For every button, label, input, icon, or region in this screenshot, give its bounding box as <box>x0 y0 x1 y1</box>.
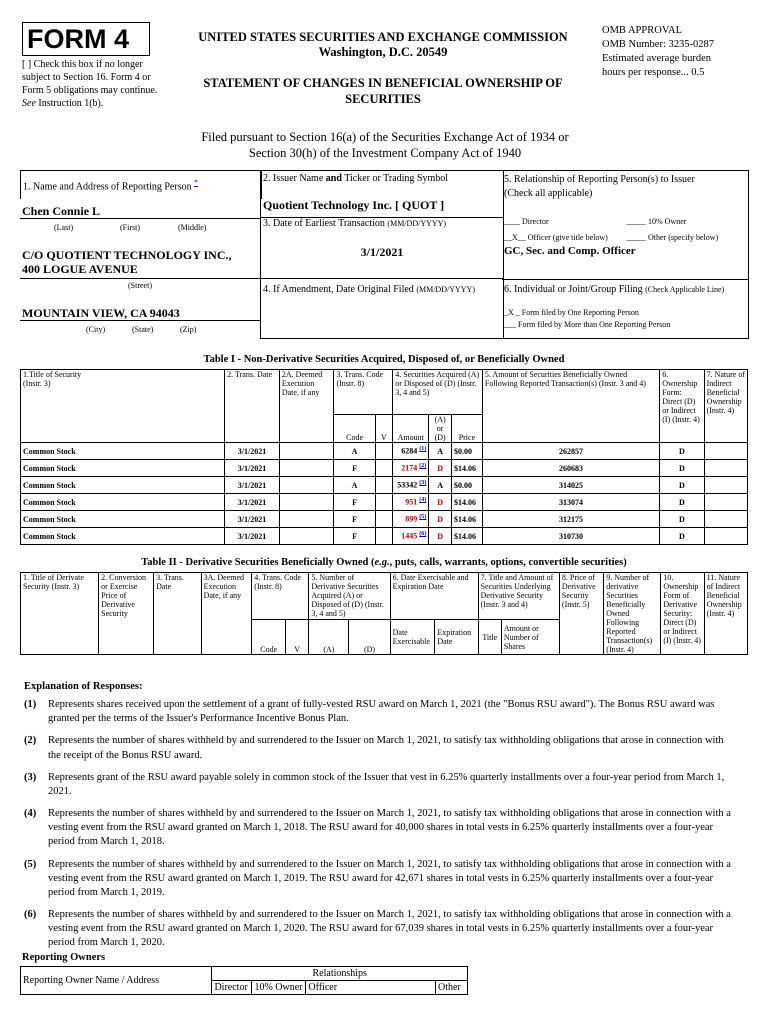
issuer-name: Quotient Technology Inc. [ QUOT ] <box>263 198 445 212</box>
t1-form <box>660 494 704 511</box>
t1-code <box>334 528 375 545</box>
t1-nature <box>704 477 747 494</box>
t1-h-title: 1.Title of Security (Instr. 3) <box>21 370 225 443</box>
table-row <box>21 511 748 528</box>
box6: 6. Individual or Joint/Group Filing (Check Applicable Line) _X _ Form filed by One Reporting Person ___ Form filed by More than One Reporting Person <box>502 278 749 339</box>
omb-number: OMB Number: 3235-0287 <box>602 39 714 50</box>
t1-amount-text: 899 <box>405 514 418 524</box>
footnote-link[interactable]: (4) <box>419 497 427 504</box>
t1-title-text: Common Stock <box>23 531 76 541</box>
city-labels: (City) (State) (Zip) <box>20 320 260 325</box>
t1-title <box>21 443 225 460</box>
t1-ad <box>429 511 452 528</box>
t1-h-acquired: 4. Securities Acquired (A) or Disposed of (D) (Instr. 3, 4 and 5) <box>393 370 483 415</box>
t1-date <box>225 443 280 460</box>
t2-expiration: Expiration Date <box>435 620 478 655</box>
t1-nature <box>704 460 747 477</box>
t1-title-text: Common Stock <box>23 514 76 524</box>
t1-h-amt: Amount <box>393 415 429 443</box>
t1-h-form: 6. Ownership Form: Direct (D) or Indirect (I) (Instr. 4) <box>660 370 704 443</box>
t1-owned-text: 260683 <box>559 463 584 473</box>
t1-nature <box>704 511 747 528</box>
t1-form-text: D <box>679 463 685 473</box>
t1-form-text: D <box>679 480 685 490</box>
t1-v <box>375 528 393 545</box>
director-check[interactable]: ____ Director <box>504 217 549 226</box>
t1-price <box>451 460 482 477</box>
form-title: FORM 4 <box>27 24 130 54</box>
t1-price <box>451 443 482 460</box>
t1-date-text: 3/1/2021 <box>237 463 267 473</box>
t1-code-text: F <box>352 514 358 524</box>
officer-check[interactable]: __X__ Officer (give title below) <box>504 233 608 242</box>
table-row <box>21 477 748 494</box>
box4: 4. If Amendment, Date Original Filed (MM/DD/YYYY) <box>260 278 504 339</box>
explanation-number: (4) <box>24 808 37 820</box>
t1-v <box>375 477 393 494</box>
t2-c3: 3. Trans. Date <box>154 573 202 655</box>
explanation-item <box>24 698 736 726</box>
street-value: C/O QUOTIENT TECHNOLOGY INC., 400 LOGUE AVENUE <box>22 248 232 276</box>
omb-burden: Estimated average burden <box>602 53 712 64</box>
t1-v <box>375 494 393 511</box>
t1-date <box>225 477 280 494</box>
t1-title-text: Common Stock <box>23 480 76 490</box>
t1-form-text: D <box>679 514 685 524</box>
explanation-text: Represents the number of shares withheld by and surrendered to the Issuer on March 1, 2021, to satisfy tax withholding obligations that arose in connection with a vesting event from the RSU award granted on March 1, 2020. The RSU award for 67,039 shares in total vests in 6.25% quarterly installments over a four-year period from March 1, 2020. <box>48 909 731 949</box>
t1-nature <box>704 528 747 545</box>
t1-date-text: 3/1/2021 <box>237 446 267 456</box>
t1-v <box>375 511 393 528</box>
t1-title-text: Common Stock <box>23 463 76 473</box>
t1-date <box>225 528 280 545</box>
t1-price-text: $14.06 <box>453 463 476 473</box>
explanation-number: (2) <box>24 735 37 747</box>
t1-amount-text: 951 <box>405 497 418 507</box>
t1-form <box>660 460 704 477</box>
t1-owned-text: 262857 <box>559 446 584 456</box>
t1-date-text: 3/1/2021 <box>237 531 267 541</box>
t1-code-text: F <box>352 463 358 473</box>
agency-name: UNITED STATES SECURITIES AND EXCHANGE COMMISSION <box>198 30 568 44</box>
t1-ad <box>429 460 452 477</box>
t1-h-date: 2. Trans. Date <box>225 370 280 443</box>
t1-deemed <box>279 511 334 528</box>
t1-title <box>21 528 225 545</box>
street-label: (Street) <box>20 278 260 290</box>
footnote-link[interactable]: (1) <box>419 446 427 453</box>
owners-col-director: Director <box>212 981 252 995</box>
one-person-check[interactable]: _X _ Form filed by One Reporting Person <box>504 308 639 317</box>
t1-h-code: 3. Trans. Code (Instr. 8) <box>334 370 393 415</box>
t1-title-text: Common Stock <box>23 497 76 507</box>
t1-h-code-sub: Code <box>334 415 375 443</box>
footnote-link[interactable]: (2) <box>419 463 427 470</box>
t1-title <box>21 511 225 528</box>
explanation-heading: Explanation of Responses: <box>24 681 143 692</box>
t1-title-text: Common Stock <box>23 446 76 456</box>
t1-owned-text: 312175 <box>559 514 584 524</box>
table-row <box>21 528 748 545</box>
t1-owned <box>482 477 659 494</box>
t1-amount <box>393 528 429 545</box>
t1-amount <box>393 460 429 477</box>
t1-h-v: V <box>375 415 393 443</box>
box1: 1. Name and Address of Reporting Person * <box>20 170 262 199</box>
t2-a: (A) <box>309 620 349 655</box>
t1-code <box>334 460 375 477</box>
t1-form <box>660 511 704 528</box>
t1-form-text: D <box>679 531 685 541</box>
t1-owned <box>482 494 659 511</box>
t1-code-text: A <box>351 480 358 490</box>
t1-price <box>451 477 482 494</box>
explanation-item <box>24 734 736 762</box>
reporting-grid <box>20 170 748 338</box>
t1-h-nature: 7. Nature of Indirect Beneficial Ownership (Instr. 4) <box>704 370 747 443</box>
t1-date-text: 3/1/2021 <box>237 480 267 490</box>
reporter-name: Chen Connie L <box>22 204 101 218</box>
owners-table <box>20 966 468 995</box>
explanation-item <box>24 771 736 799</box>
t1-amount-text: 1445 <box>401 531 418 541</box>
t1-owned <box>482 528 659 545</box>
t1-amount <box>393 511 429 528</box>
earliest-date: 3/1/2021 <box>360 245 404 259</box>
t1-owned <box>482 460 659 477</box>
t1-code <box>334 477 375 494</box>
t1-date-text: 3/1/2021 <box>237 514 267 524</box>
t1-ad-text: A <box>437 446 443 456</box>
t1-form-text: D <box>679 497 685 507</box>
t2-c11: 11. Nature of Indirect Beneficial Ownership (Instr. 4) <box>704 573 747 655</box>
t1-date-text: 3/1/2021 <box>237 497 267 507</box>
t1-code <box>334 443 375 460</box>
t1-amount <box>393 477 429 494</box>
t1-price <box>451 511 482 528</box>
t1-amount-text: 2174 <box>401 463 418 473</box>
t2-c8: 8. Price of Derivative Security (Instr. 5) <box>559 573 603 655</box>
t1-date <box>225 460 280 477</box>
t1-deemed <box>279 460 334 477</box>
box5: 5. Relationship of Reporting Person(s) to Issuer (Check all applicable) ____ Director _____ 10% Owner __X__ Officer (give title below) _____ Other (specify below) GC, Sec. and Comp. Officer <box>502 170 749 280</box>
owners-col-other: Other <box>435 981 467 995</box>
filed-pursuant: Filed pursuant to Section 16(a) of the Securities Exchange Act of 1934 or Section 30(h) of the Investment Company Act of 1940 <box>201 130 569 160</box>
explanation-text: Represents shares received upon the settlement of a grant of fully-vested RSU award on March 1, 2021 (the "Bonus RSU award"). The Bonus RSU award was granted per the terms of the Issuer's Performance Incentive Bonus Plan. <box>48 699 715 725</box>
t1-h-price: Price <box>451 415 482 443</box>
explanation-text: Represents the number of shares withheld by and surrendered to the Issuer on March 1, 2021, to satisfy tax withholding obligations that arose in connection with a vesting event from the RSU award granted on March 1, 2018. The RSU award for 40,000 shares in total vests in 6.25% quarterly installments over a four-year period from March 1, 2018. <box>48 808 731 848</box>
t2-c1: 1. Title of Derivate Security (Instr. 3) <box>21 573 99 655</box>
t1-price <box>451 528 482 545</box>
owners-col-officer: Officer <box>306 981 436 995</box>
t1-owned <box>482 443 659 460</box>
t1-ad-text: D <box>437 497 443 507</box>
t1-amount <box>393 443 429 460</box>
t1-price-text: $0.00 <box>453 446 472 456</box>
t2-code: Code <box>252 620 286 655</box>
t1-code-text: F <box>352 497 358 507</box>
table1-title: Table I - Non-Derivative Securities Acquired, Disposed of, or Beneficially Owned <box>203 354 565 365</box>
explanation-item <box>24 908 736 951</box>
t1-v <box>375 460 393 477</box>
t2-d: (D) <box>349 620 390 655</box>
t1-deemed <box>279 494 334 511</box>
explanation-number: (5) <box>24 858 37 870</box>
t1-amount-text: 53342 <box>397 480 418 490</box>
explanation-item <box>24 858 736 901</box>
footnote-link[interactable]: (6) <box>419 531 427 538</box>
t2-c3a: 3A. Deemed Execution Date, if any <box>201 573 252 655</box>
table2-title: Table II - Derivative Securities Beneficially Owned (e.g., puts, calls, warrants, options, convertible securities) <box>141 557 627 568</box>
t1-nature <box>704 443 747 460</box>
t1-h-ad: (A) or (D) <box>429 415 452 443</box>
owners-relationships: Relationships <box>212 967 468 981</box>
t2-c2: 2. Conversion or Exercise Price of Derivative Security <box>99 573 154 655</box>
t1-price-text: $14.06 <box>453 497 476 507</box>
t1-ad <box>429 528 452 545</box>
t2-title: Title <box>478 620 501 655</box>
omb-approval: OMB APPROVAL <box>602 25 683 36</box>
explanation-item <box>24 807 736 850</box>
t1-ad-text: D <box>437 531 443 541</box>
t1-form <box>660 477 704 494</box>
t1-price-text: $14.06 <box>453 531 476 541</box>
t1-date <box>225 511 280 528</box>
t2-c5: 5. Number of Derivative Securities Acquired (A) or Disposed of (D) (Instr. 3, 4 and 5) <box>309 573 390 620</box>
t1-form <box>660 528 704 545</box>
t1-h-deemed: 2A. Deemed Execution Date, if any <box>279 370 334 443</box>
table1 <box>20 369 748 545</box>
statement-title: STATEMENT OF CHANGES IN BENEFICIAL OWNERSHIP OF SECURITIES <box>203 76 563 106</box>
explanation-number: (1) <box>24 699 37 710</box>
t1-deemed <box>279 443 334 460</box>
t1-owned-text: 313074 <box>559 497 584 507</box>
t1-ad <box>429 494 452 511</box>
t2-amount-shares: Amount or Number of Shares <box>501 620 559 655</box>
t2-date-ex: Date Exercisable <box>390 620 435 655</box>
agency-location: Washington, D.C. 20549 <box>318 45 448 59</box>
name-labels: (Last) (First) (Middle) <box>20 218 260 223</box>
owners-heading: Reporting Owners <box>22 952 106 963</box>
footnote-link[interactable]: (5) <box>419 514 427 521</box>
t1-title <box>21 494 225 511</box>
t1-deemed <box>279 477 334 494</box>
t1-title <box>21 477 225 494</box>
t1-ad <box>429 477 452 494</box>
t2-c4: 4. Trans. Code (Instr. 8) <box>252 573 309 620</box>
t2-c9: 9. Number of derivative Securities Beneficially Owned Following Reported Transaction(s) (Instr. 4) <box>604 573 661 655</box>
t1-code-text: F <box>352 531 358 541</box>
t1-code-text: A <box>351 446 358 456</box>
t1-price <box>451 494 482 511</box>
t1-v <box>375 443 393 460</box>
explanation-text: Represents the number of shares withheld by and surrendered to the Issuer on March 1, 2021, to satisfy tax withholding obligations that arose in connection with the receipt of the Bonus RSU award. <box>48 735 724 761</box>
t1-price-text: $0.00 <box>453 480 472 490</box>
box2: 2. Issuer Name and Ticker or Trading Symbol Quotient Technology Inc. [ QUOT ] <box>260 170 504 218</box>
explanation-list <box>24 698 736 959</box>
t1-ad-text: D <box>437 514 443 524</box>
ten-pct-check[interactable]: _____ 10% Owner <box>626 217 687 226</box>
t1-form-text: D <box>679 446 685 456</box>
t1-owned-text: 314025 <box>559 480 584 490</box>
t1-code <box>334 494 375 511</box>
t1-deemed <box>279 528 334 545</box>
t1-owned-text: 310730 <box>559 531 584 541</box>
t1-owned <box>482 511 659 528</box>
checkbox-note[interactable]: [ ] Check this box if no longer subject to Section 16. Form 4 or Form 5 obligations may continue. See Instruction 1(b). <box>22 59 158 109</box>
t2-c6: 6. Date Exercisable and Expiration Date <box>390 573 478 620</box>
t2-c10: 10. Ownership Form of Derivative Security: Direct (D) or Indirect (I) (Instr. 4) <box>661 573 704 655</box>
table-row <box>21 443 748 460</box>
omb-box <box>602 24 752 80</box>
owners-col-ten: 10% Owner <box>252 981 306 995</box>
more-person-check[interactable]: ___ Form filed by More than One Reporting Person <box>504 320 671 329</box>
t1-ad-text: D <box>437 463 443 473</box>
t1-amount-text: 6284 <box>401 446 418 456</box>
other-check[interactable]: _____ Other (specify below) <box>626 233 719 242</box>
t1-ad <box>429 443 452 460</box>
table-row <box>21 460 748 477</box>
t1-ad-text: A <box>437 480 443 490</box>
t1-code <box>334 511 375 528</box>
t1-title <box>21 460 225 477</box>
t2-v: V <box>286 620 309 655</box>
owners-col-name: Reporting Owner Name / Address <box>21 967 212 995</box>
city-value: MOUNTAIN VIEW, CA 94043 <box>22 306 180 320</box>
table-row <box>21 494 748 511</box>
form-title-box <box>22 22 150 56</box>
t2-c7: 7. Title and Amount of Securities Underlying Derivative Security (Instr. 3 and 4) <box>478 573 559 620</box>
table2 <box>20 572 748 655</box>
explanation-number: (3) <box>24 771 37 783</box>
t1-h-amount: 5. Amount of Securities Beneficially Owned Following Reported Transaction(s) (Instr. 3 and 4) <box>482 370 659 443</box>
box3: 3. Date of Earliest Transaction (MM/DD/YYYY) 3/1/2021 <box>260 216 504 279</box>
t1-date <box>225 494 280 511</box>
explanation-text: Represents grant of the RSU award payable solely in common stock of the Issuer that vest in 6.25% quarterly installments over a four-year period from March 1, 2021. <box>48 771 725 797</box>
t1-nature <box>704 494 747 511</box>
t1-amount <box>393 494 429 511</box>
t1-form <box>660 443 704 460</box>
officer-title: GC, Sec. and Comp. Officer <box>504 245 636 257</box>
t1-price-text: $14.06 <box>453 514 476 524</box>
explanation-text: Represents the number of shares withheld by and surrendered to the Issuer on March 1, 2021, to satisfy tax withholding obligations that arose in connection with a vesting event from the RSU award granted on March 1, 2019. The RSU award for 42,671 shares in total vests in 6.25% quarterly installments over a four-year period from March 1, 2019. <box>48 858 731 898</box>
footnote-link[interactable]: (3) <box>419 480 427 487</box>
omb-hours: hours per response... 0.5 <box>602 67 705 78</box>
explanation-number: (6) <box>24 909 37 921</box>
